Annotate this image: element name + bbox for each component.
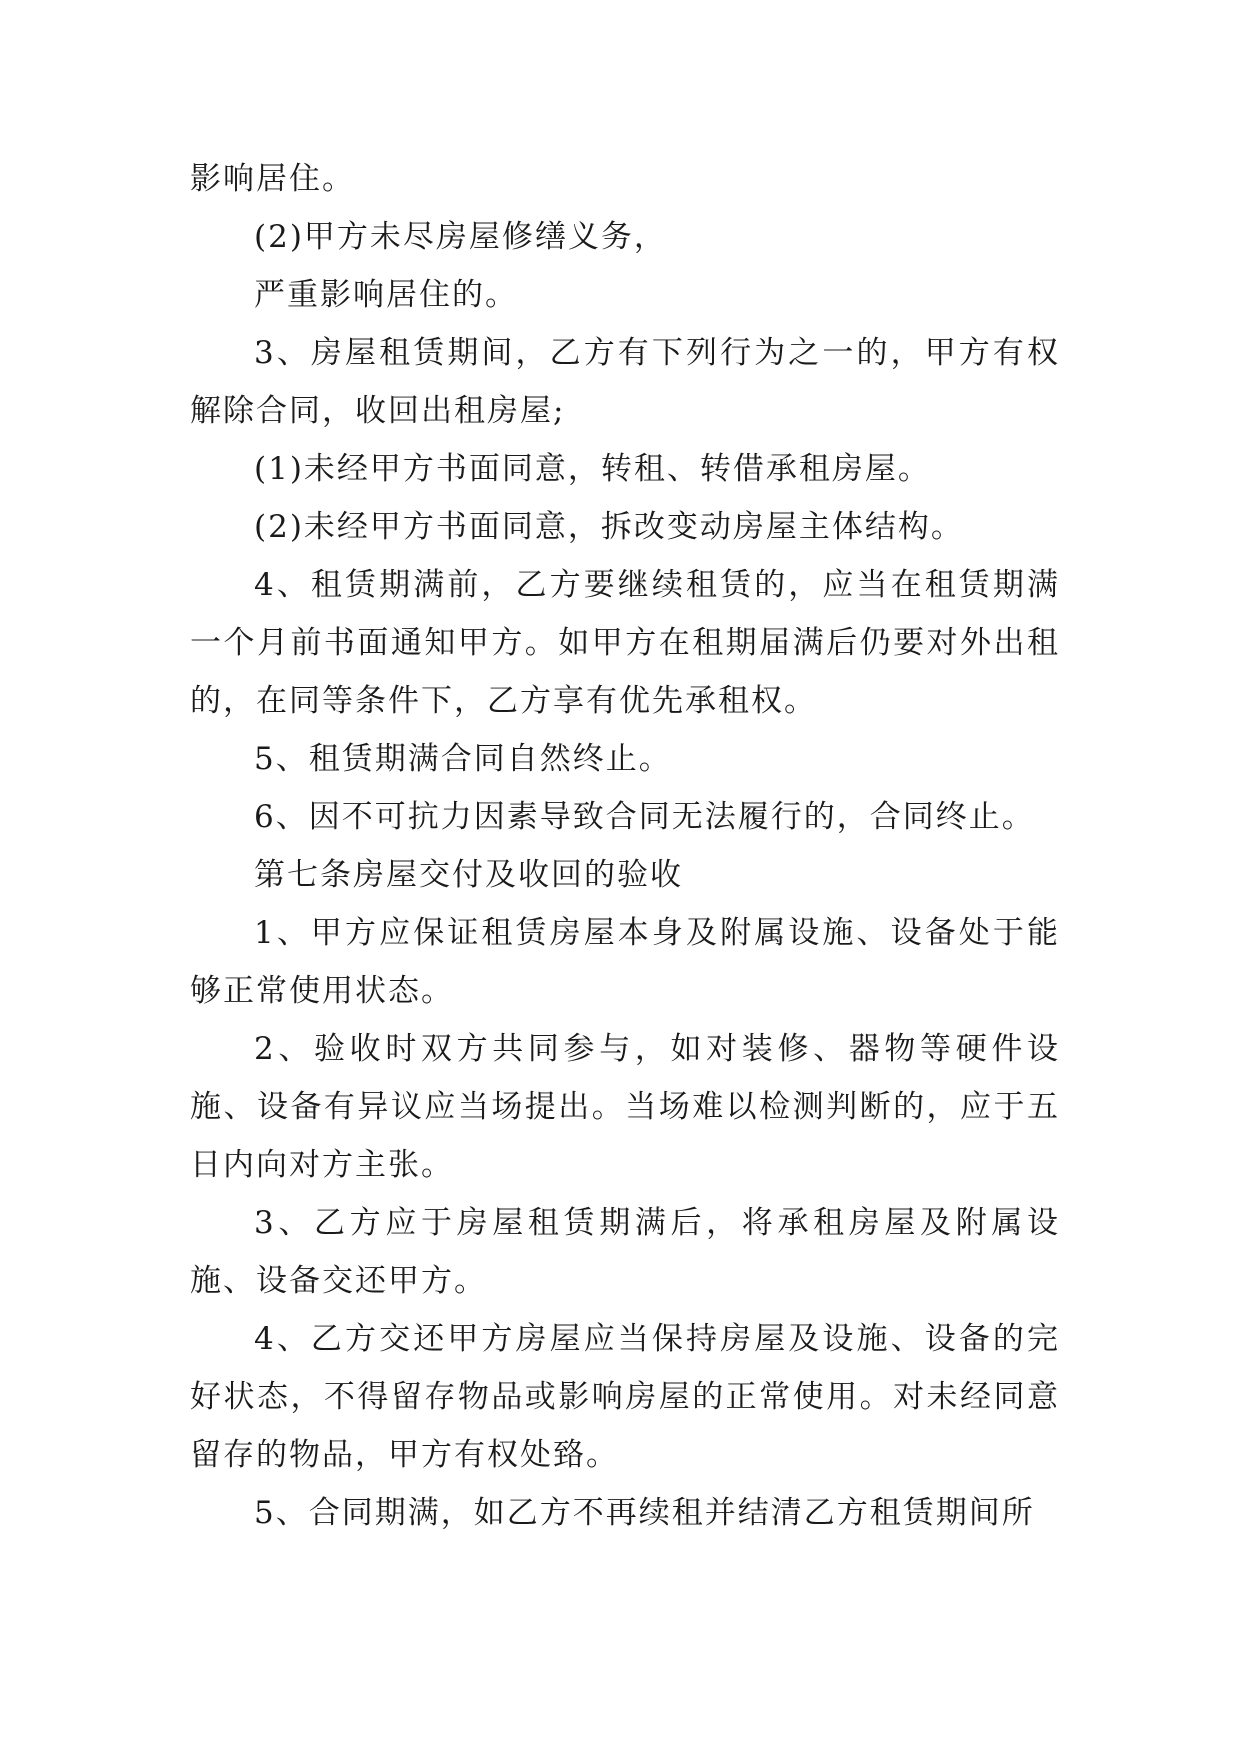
- paragraph-4: 3、房屋租赁期间，乙方有下列行为之一的，甲方有权解除合同，收回出租房屋;: [190, 335, 1060, 429]
- document-body: [190, 150, 1060, 1542]
- paragraph-3: 严重影响居住的。: [254, 277, 518, 313]
- paragraph-14: 4、乙方交还甲方房屋应当保持房屋及设施、设备的完好状态，不得留存物品或影响房屋的正常使用。对未经同意留存的物品，甲方有权处臵。: [190, 1321, 1060, 1473]
- paragraph-6: (2)未经甲方书面同意，拆改变动房屋主体结构。: [254, 509, 964, 545]
- paragraph-9: 6、因不可抗力因素导致合同无法履行的，合同终止。: [254, 799, 1035, 835]
- paragraph-15: 5、合同期满，如乙方不再续租并结清乙方租赁期间所: [254, 1495, 1035, 1531]
- paragraph-7: 4、租赁期满前，乙方要继续租赁的，应当在租赁期满一个月前书面通知甲方。如甲方在租期届满后仍要对外出租的，在同等条件下，乙方享有优先承租权。: [190, 567, 1060, 719]
- paragraph-8: 5、租赁期满合同自然终止。: [254, 741, 672, 777]
- paragraph-12: 2、验收时双方共同参与，如对装修、器物等硬件设施、设备有异议应当场提出。当场难以检测判断的，应于五日内向对方主张。: [190, 1031, 1060, 1183]
- paragraph-11: 1、甲方应保证租赁房屋本身及附属设施、设备处于能够正常使用状态。: [190, 915, 1060, 1009]
- paragraph-13: 3、乙方应于房屋租赁期满后，将承租房屋及附属设施、设备交还甲方。: [190, 1205, 1060, 1299]
- paragraph-1: 影响居住。: [190, 161, 355, 197]
- paragraph-5: (1)未经甲方书面同意，转租、转借承租房屋。: [254, 451, 931, 487]
- section-heading: 第七条房屋交付及收回的验收: [254, 857, 683, 893]
- paragraph-2: (2)甲方未尽房屋修缮义务，: [254, 219, 667, 255]
